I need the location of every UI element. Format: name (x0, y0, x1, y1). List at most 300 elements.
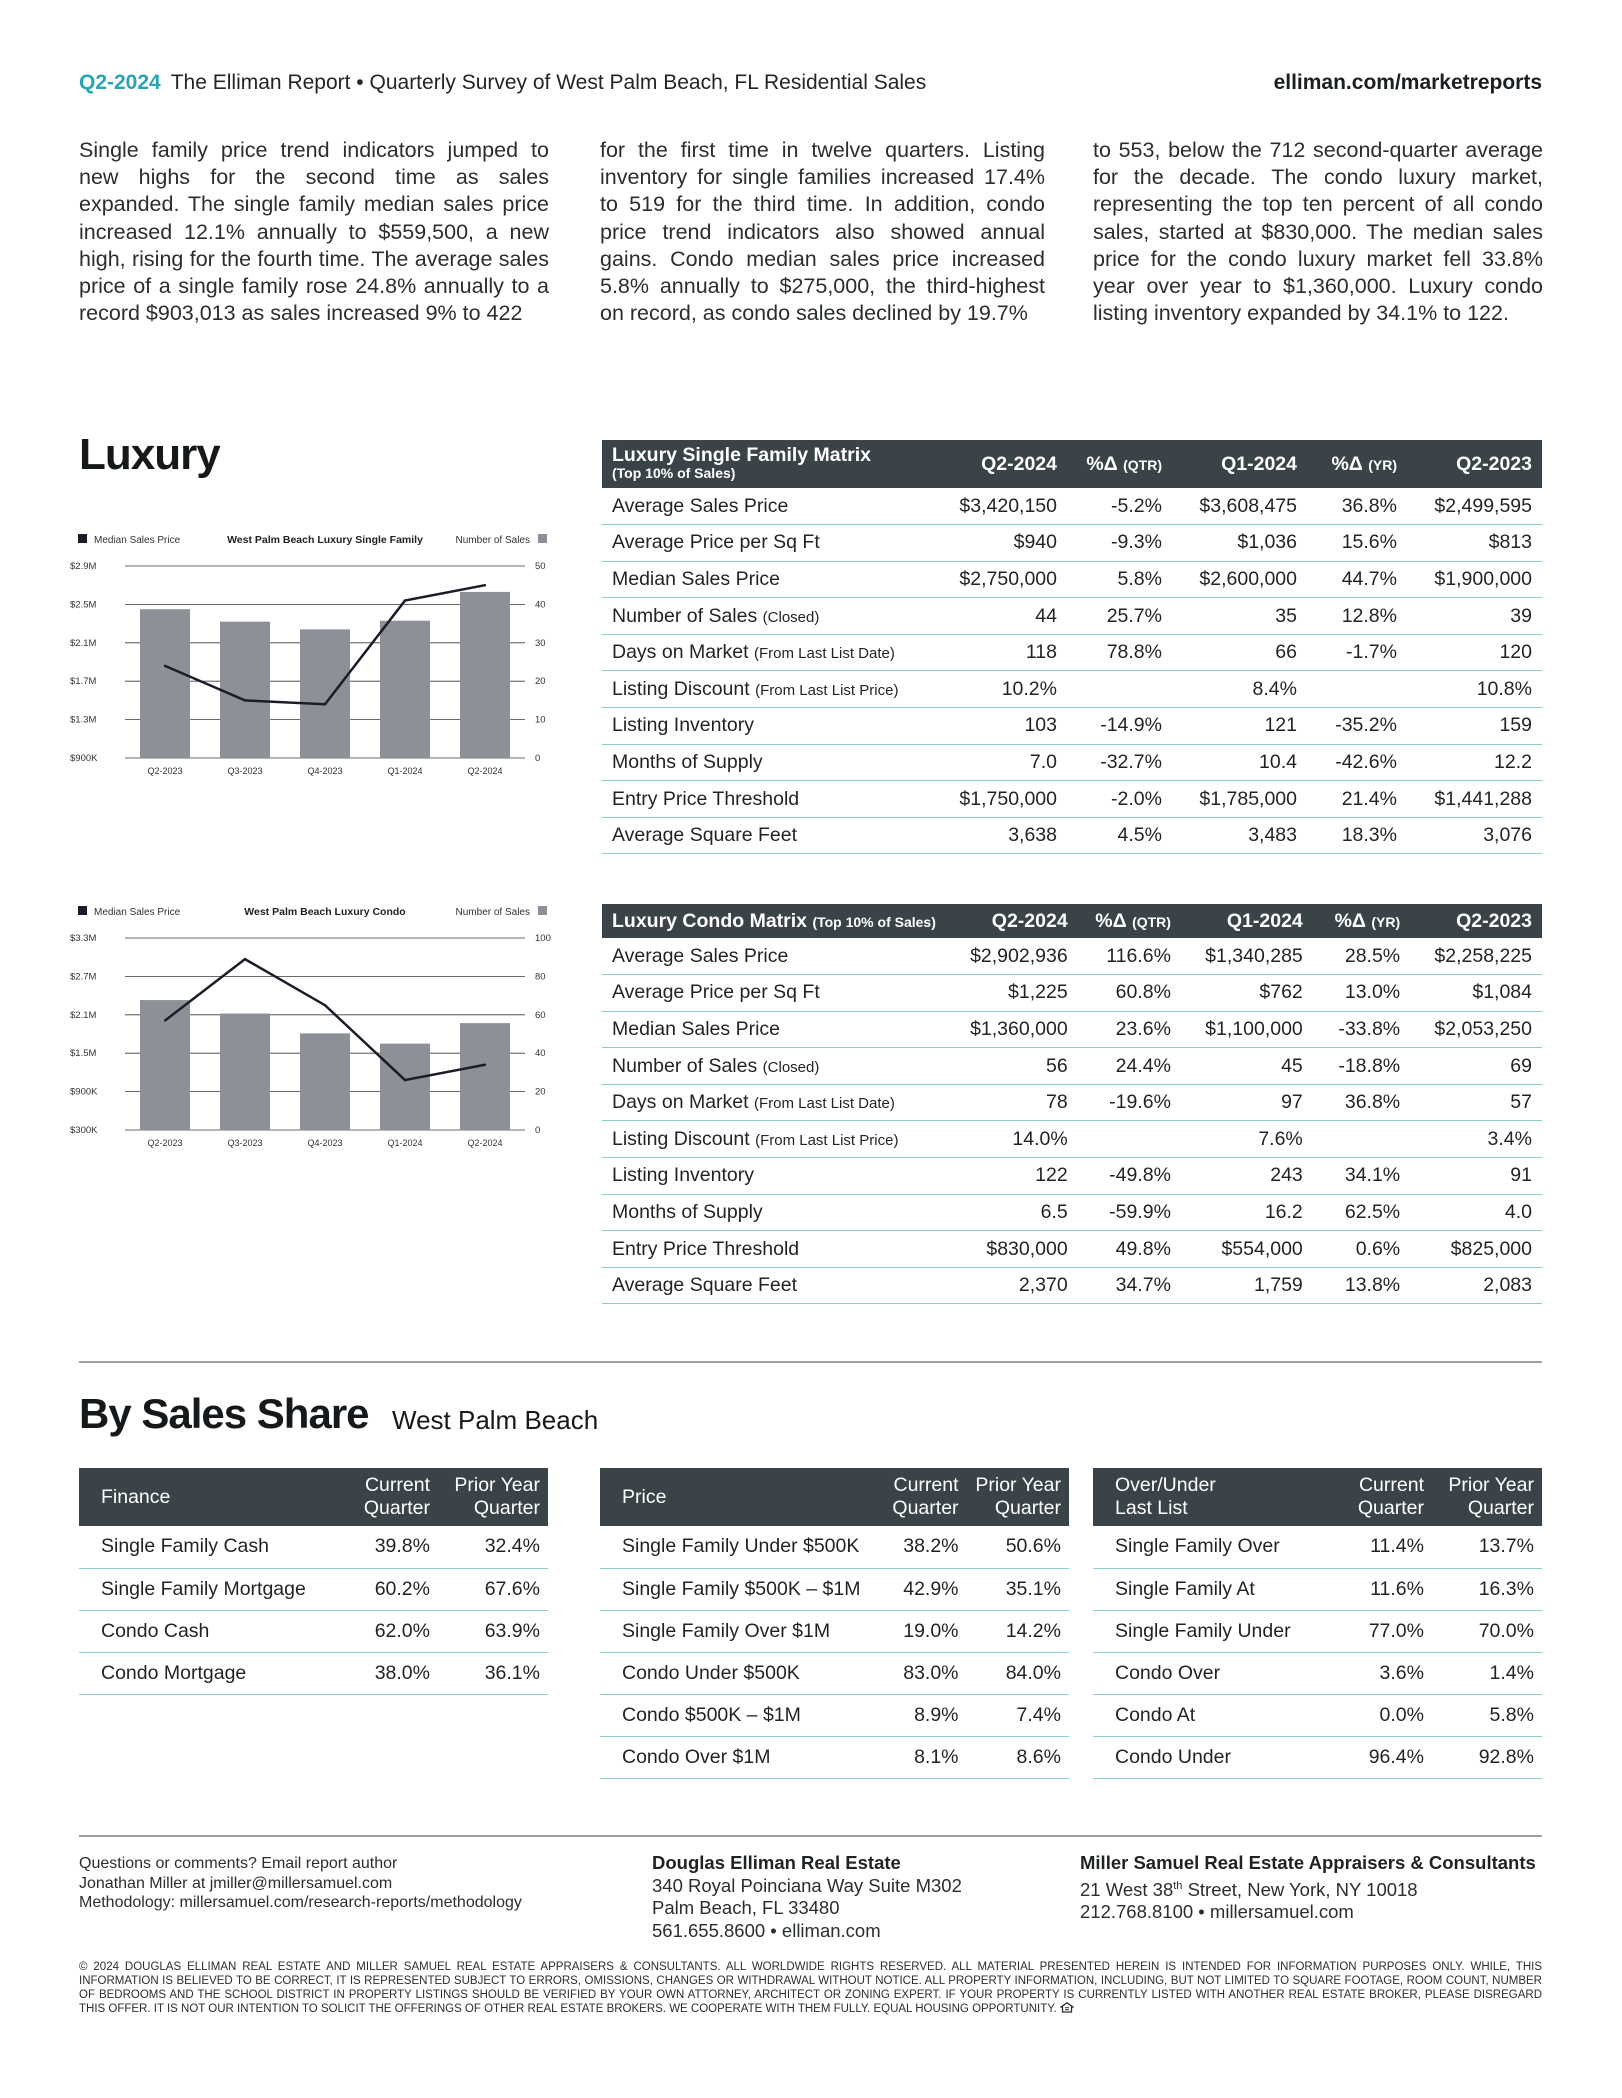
chart-luxury-condo-svg (70, 896, 560, 1166)
col-q2-2024: Q2-2024 (981, 452, 1057, 475)
sales-point-q3-2023 (244, 699, 246, 701)
right-axis-tick: 40 (535, 1048, 546, 1060)
matrix-row-entry-price-threshold (602, 1231, 1542, 1268)
ms-address: 21 West 38th Street, New York, NY 10018 (1080, 1878, 1418, 1900)
value-pct-qtr: 4.5% (1067, 817, 1172, 854)
value-pct-yr (1313, 1121, 1410, 1158)
current-quarter-value: 38.2% (868, 1526, 966, 1568)
sales-point-q4-2023 (324, 1004, 326, 1006)
matrix-row-listing-discount (602, 671, 1542, 708)
legend-right-swatch (538, 906, 547, 915)
row-label: Entry Price Threshold (602, 1231, 946, 1268)
chart-title: West Palm Beach Luxury Condo (244, 906, 406, 918)
value-q1-2024: 97 (1181, 1084, 1313, 1121)
value-pct-yr: -35.2% (1307, 708, 1407, 745)
value-q2-2024: 6.5 (946, 1194, 1078, 1231)
matrix-row-days-on-market (602, 1084, 1542, 1121)
section-divider (79, 1361, 1542, 1363)
value-pct-qtr: 60.8% (1078, 975, 1181, 1012)
legend-left-swatch (78, 906, 87, 915)
luxury-condo-matrix (602, 904, 1542, 1304)
matrix-row-average-square-feet (602, 1267, 1542, 1304)
value-q1-2024: 1,759 (1181, 1267, 1313, 1304)
x-axis-label: Q3-2023 (227, 766, 263, 776)
current-quarter-value: 0.0% (1328, 1694, 1432, 1736)
value-pct-yr: -18.8% (1313, 1048, 1410, 1085)
row-label: Average Price per Sq Ft (602, 525, 932, 562)
value-q2-2024: $2,750,000 (932, 561, 1067, 598)
value-q2-2023: 120 (1407, 634, 1542, 671)
value-q2-2023: 10.8% (1407, 671, 1542, 708)
value-pct-qtr: -19.6% (1078, 1084, 1181, 1121)
value-q2-2023: 91 (1410, 1158, 1542, 1195)
current-quarter-value: 11.4% (1328, 1526, 1432, 1568)
intro-column-2: for the first time in twelve quarters. Listing inventory for single families increased 17.4% to 519 for the third time. In addition, condo price trend indicators also showed annual gains. Condo median sales price increased 5.8% annually to $275,000, the third-highest on record, as condo sales declined by 19.7% (600, 138, 1045, 326)
bar-q4-2023 (300, 1033, 350, 1130)
current-quarter-header: Current Quarter (892, 1474, 959, 1519)
matrix-row-average-sales-price (602, 938, 1542, 975)
value-q1-2024: $554,000 (1181, 1231, 1313, 1268)
left-axis-tick: $1.7M (70, 676, 97, 688)
value-q2-2024: 118 (932, 634, 1067, 671)
x-axis-label: Q3-2023 (227, 1138, 263, 1148)
prior-year-value: 63.9% (438, 1610, 548, 1652)
share-header-row (1093, 1468, 1542, 1526)
share-row-single-family-over-1m (600, 1610, 1069, 1652)
intro-column-3: to 553, below the 712 second-quarter average for the decade. The condo luxury market, representing the top ten percent of all condo sales, started at $830,000. The median sales price for the condo luxury market fell 33.8% year over year to $1,360,000. Luxury condo listing inventory expanded by 34.1% to 122. (1093, 138, 1543, 326)
ms-name: Miller Samuel Real Estate Appraisers & Consultants (1080, 1852, 1536, 1873)
ms-contact[interactable]: 212.768.8100 • millersamuel.com (1080, 1901, 1354, 1923)
finance-share-table (79, 1468, 548, 1695)
over-under-share-table (1093, 1468, 1542, 1779)
right-axis-tick: 30 (535, 637, 546, 649)
value-pct-qtr: 5.8% (1067, 561, 1172, 598)
value-q2-2023: $1,084 (1410, 975, 1542, 1012)
value-q2-2023: $1,441,288 (1407, 781, 1542, 818)
row-label: Single Family Mortgage (79, 1568, 334, 1610)
share-row-condo-at (1093, 1694, 1542, 1736)
left-axis-tick: $3.3M (70, 933, 97, 944)
value-q1-2024: $1,340,285 (1181, 938, 1313, 975)
row-label: Listing Inventory (602, 708, 932, 745)
chart-luxury-single-family-svg (70, 524, 560, 794)
current-quarter-value: 96.4% (1328, 1736, 1432, 1778)
row-label: Condo Under (1093, 1736, 1328, 1778)
right-axis-tick: 0 (535, 1125, 541, 1136)
prior-year-value: 8.6% (967, 1736, 1069, 1778)
value-q1-2024: $3,608,475 (1172, 488, 1307, 525)
report-url[interactable]: elliman.com/marketreports (1273, 71, 1542, 94)
value-pct-qtr: 49.8% (1078, 1231, 1181, 1268)
value-q2-2024: $3,420,150 (932, 488, 1067, 525)
value-q1-2024: $762 (1181, 975, 1313, 1012)
matrix-body (602, 488, 1542, 854)
value-q2-2023: 39 (1407, 598, 1542, 635)
current-quarter-value: 8.9% (868, 1694, 966, 1736)
row-label: Entry Price Threshold (602, 781, 932, 818)
value-q2-2024: $2,902,936 (946, 938, 1078, 975)
value-pct-yr: 36.8% (1307, 488, 1407, 525)
matrix-row-average-price-per-sq-ft (602, 975, 1542, 1012)
row-label: Listing Discount (From Last List Price) (602, 671, 932, 708)
footer-divider (79, 1835, 1542, 1837)
row-label: Condo At (1093, 1694, 1328, 1736)
bar-q4-2023 (300, 629, 350, 758)
chart-luxury-condo (70, 896, 560, 1166)
value-q1-2024: 7.6% (1181, 1121, 1313, 1158)
value-q2-2024: 10.2% (932, 671, 1067, 708)
value-pct-yr: 15.6% (1307, 525, 1407, 562)
share-row-condo-over-1m (600, 1736, 1069, 1778)
x-axis-label: Q4-2023 (307, 1138, 343, 1148)
value-pct-qtr: -32.7% (1067, 744, 1172, 781)
row-label: Single Family $500K – $1M (600, 1568, 868, 1610)
value-q2-2024: $1,750,000 (932, 781, 1067, 818)
share-row-condo-under (1093, 1736, 1542, 1778)
right-axis-tick: 100 (535, 933, 551, 944)
prior-year-value: 1.4% (1432, 1652, 1542, 1694)
legend-left-swatch (78, 534, 87, 543)
value-q1-2024: 8.4% (1172, 671, 1307, 708)
value-q1-2024: 66 (1172, 634, 1307, 671)
share-body (600, 1526, 1069, 1778)
left-axis-tick: $2.7M (70, 971, 97, 983)
row-label: Median Sales Price (602, 561, 932, 598)
bar-q3-2023 (220, 1014, 270, 1130)
value-pct-yr: 12.8% (1307, 598, 1407, 635)
matrix-row-median-sales-price (602, 561, 1542, 598)
share-header-row (600, 1468, 1069, 1526)
current-quarter-header: Current Quarter (1357, 1474, 1424, 1519)
row-label: Condo Over (1093, 1652, 1328, 1694)
row-label: Condo $500K – $1M (600, 1694, 868, 1736)
row-label: Single Family At (1093, 1568, 1328, 1610)
value-q1-2024: 3,483 (1172, 817, 1307, 854)
sales-point-q1-2024 (404, 599, 406, 601)
prior-year-header: Prior Year Quarter (1448, 1474, 1534, 1519)
footer-douglas-elliman (652, 1852, 1072, 1942)
value-q1-2024: 45 (1181, 1048, 1313, 1085)
matrix-title: Luxury Single Family Matrix (612, 444, 871, 466)
value-q2-2024: 122 (946, 1158, 1078, 1195)
footer-methodology[interactable]: Methodology: millersamuel.com/research-reports/methodology (79, 1894, 522, 1911)
value-q2-2024: $940 (932, 525, 1067, 562)
left-axis-tick: $300K (70, 1125, 98, 1136)
value-q1-2024: 121 (1172, 708, 1307, 745)
col-q2-2023: Q2-2023 (1456, 909, 1532, 932)
value-q2-2023: $2,053,250 (1410, 1011, 1542, 1048)
value-pct-yr: 21.4% (1307, 781, 1407, 818)
prior-year-value: 92.8% (1432, 1736, 1542, 1778)
legal-disclaimer: © 2024 DOUGLAS ELLIMAN REAL ESTATE AND MILLER SAMUEL REAL ESTATE APPRAISERS & CONSULTANTS. ALL WORLDWIDE RIGHTS RESERVED. ALL MATERIAL PRESENTED HEREIN IS INTENDED FOR INFORMATION PURPOSES ONLY. WHILE, THIS INFORMATION IS BELIEVED TO BE CORRECT, IT IS REPRESENTED SUBJECT TO ERRORS, OMISSIONS, CHANGES OR WITHDRAWAL WITHOUT NOTICE. ALL PROPERTY INFORMATION, INCLUDING, BUT NOT LIMITED TO SQUARE FOOTAGE, ROOM COUNT, NUMBER OF BEDROOMS AND THE SCHOOL DISTRICT IN PROPERTY LISTINGS SHOULD BE VERIFIED BY YOUR OWN ATTORNEY, ARCHITECT OR ZONING EXPERT. IF YOUR PROPERTY IS CURRENTLY LISTED WITH ANOTHER REAL ESTATE BROKER, PLEASE DISREGARD THIS OFFER. IT IS NOT OUR INTENTION TO SOLICIT THE OFFERINGS OF OTHER REAL ESTATE BROKERS. WE COOPERATE WITH THEM FULLY. EQUAL HOUSING OPPORTUNITY. (79, 1961, 1542, 2015)
x-axis-label: Q2-2023 (147, 1138, 183, 1148)
matrix-row-number-of-sales (602, 1048, 1542, 1085)
current-quarter-value: 42.9% (868, 1568, 966, 1610)
current-quarter-value: 8.1% (868, 1736, 966, 1778)
matrix-row-number-of-sales (602, 598, 1542, 635)
prior-year-value: 7.4% (967, 1694, 1069, 1736)
current-quarter-value: 60.2% (334, 1568, 438, 1610)
report-title: The Elliman Report • Quarterly Survey of West Palm Beach, FL Residential Sales (170, 71, 927, 94)
value-pct-qtr: 116.6% (1078, 938, 1181, 975)
prior-year-value: 5.8% (1432, 1694, 1542, 1736)
value-pct-qtr (1067, 671, 1172, 708)
row-label: Months of Supply (602, 1194, 946, 1231)
matrix-row-listing-inventory (602, 708, 1542, 745)
sales-point-q4-2023 (324, 703, 326, 705)
footer-contact-line-1: Questions or comments? Email report author (79, 1855, 398, 1872)
row-label: Months of Supply (602, 744, 932, 781)
value-pct-qtr: -49.8% (1078, 1158, 1181, 1195)
prior-year-value: 14.2% (967, 1610, 1069, 1652)
col-pct-yr: %Δ (YR) (1334, 909, 1401, 932)
value-q2-2024: 103 (932, 708, 1067, 745)
header-left (79, 71, 926, 95)
x-axis-label: Q2-2024 (467, 766, 503, 776)
over-under-header: Over/Under Last List (1115, 1474, 1216, 1519)
share-row-condo-over (1093, 1652, 1542, 1694)
chart-title: West Palm Beach Luxury Single Family (227, 534, 423, 546)
row-label: Average Price per Sq Ft (602, 975, 946, 1012)
share-row-single-family-mortgage (79, 1568, 548, 1610)
current-quarter-value: 3.6% (1328, 1652, 1432, 1694)
col-pct-qtr: %Δ (QTR) (1095, 909, 1171, 932)
de-contact[interactable]: 561.655.8600 • elliman.com (652, 1919, 881, 1941)
right-axis-tick: 50 (535, 561, 546, 572)
share-row-single-family-at (1093, 1568, 1542, 1610)
value-pct-yr (1307, 671, 1407, 708)
matrix-header-row (602, 440, 1542, 488)
footer-contact (79, 1854, 599, 1913)
value-q1-2024: 243 (1181, 1158, 1313, 1195)
share-row-condo-500k-1m (600, 1694, 1069, 1736)
share-body (79, 1526, 548, 1694)
row-label: Days on Market (From Last List Date) (602, 1084, 946, 1121)
right-axis-tick: 20 (535, 1086, 546, 1098)
bar-q2-2024 (460, 1023, 510, 1130)
share-row-condo-mortgage (79, 1652, 548, 1694)
value-q2-2023: 4.0 (1410, 1194, 1542, 1231)
col-q2-2023: Q2-2023 (1456, 452, 1532, 475)
finance-header: Finance (101, 1485, 171, 1508)
value-q1-2024: $2,600,000 (1172, 561, 1307, 598)
value-pct-yr: 18.3% (1307, 817, 1407, 854)
value-q2-2024: 14.0% (946, 1121, 1078, 1158)
value-pct-qtr: -14.9% (1067, 708, 1172, 745)
value-pct-qtr: 78.8% (1067, 634, 1172, 671)
value-pct-yr: 13.8% (1313, 1267, 1410, 1304)
sales-point-q2-2023 (164, 1019, 166, 1021)
value-q2-2023: 57 (1410, 1084, 1542, 1121)
row-label: Condo Over $1M (600, 1736, 868, 1778)
row-label: Single Family Cash (79, 1526, 334, 1568)
value-pct-qtr: 25.7% (1067, 598, 1172, 635)
value-q1-2024: 35 (1172, 598, 1307, 635)
matrix-row-listing-discount (602, 1121, 1542, 1158)
value-q1-2024: 10.4 (1172, 744, 1307, 781)
bar-q1-2024 (380, 1044, 430, 1130)
prior-year-value: 36.1% (438, 1652, 548, 1694)
current-quarter-value: 38.0% (334, 1652, 438, 1694)
left-axis-tick: $2.5M (70, 599, 97, 611)
share-row-condo-under-500k (600, 1652, 1069, 1694)
current-quarter-header: Current Quarter (363, 1474, 430, 1519)
prior-year-value: 35.1% (967, 1568, 1069, 1610)
value-q2-2024: 56 (946, 1048, 1078, 1085)
value-q2-2024: $830,000 (946, 1231, 1078, 1268)
current-quarter-value: 19.0% (868, 1610, 966, 1652)
value-q2-2024: $1,225 (946, 975, 1078, 1012)
right-axis-tick: 60 (535, 1009, 546, 1021)
matrix-body (602, 938, 1542, 1304)
value-pct-yr: 13.0% (1313, 975, 1410, 1012)
legend-left-label: Median Sales Price (94, 535, 181, 546)
matrix-header-row (602, 904, 1542, 938)
value-pct-yr: 44.7% (1307, 561, 1407, 598)
sales-point-q2-2024 (484, 1064, 486, 1066)
value-q2-2023: 2,083 (1410, 1267, 1542, 1304)
luxury-single-family-matrix (602, 440, 1542, 854)
value-q2-2023: 159 (1407, 708, 1542, 745)
value-q2-2023: 12.2 (1407, 744, 1542, 781)
share-row-single-family-under (1093, 1610, 1542, 1652)
share-row-single-family-over (1093, 1526, 1542, 1568)
report-quarter: Q2-2024 (79, 71, 161, 94)
matrix-row-average-price-per-sq-ft (602, 525, 1542, 562)
value-q2-2024: 44 (932, 598, 1067, 635)
row-label: Condo Under $500K (600, 1652, 868, 1694)
de-address-2: Palm Beach, FL 33480 (652, 1897, 840, 1918)
left-axis-tick: $1.3M (70, 714, 97, 726)
sales-point-q1-2024 (404, 1079, 406, 1081)
value-pct-yr: -33.8% (1313, 1011, 1410, 1048)
row-label: Condo Mortgage (79, 1652, 334, 1694)
prior-year-value: 32.4% (438, 1526, 548, 1568)
matrix-title-cell (602, 440, 932, 488)
row-label: Single Family Over $1M (600, 1610, 868, 1652)
prior-year-header: Prior Year Quarter (454, 1474, 540, 1519)
sales-point-q2-2024 (484, 584, 486, 586)
value-pct-yr: 28.5% (1313, 938, 1410, 975)
value-pct-yr: -1.7% (1307, 634, 1407, 671)
value-q2-2024: 3,638 (932, 817, 1067, 854)
value-pct-qtr: -9.3% (1067, 525, 1172, 562)
matrix-row-months-of-supply (602, 744, 1542, 781)
matrix-row-months-of-supply (602, 1194, 1542, 1231)
x-axis-label: Q1-2024 (387, 766, 423, 776)
value-q1-2024: $1,785,000 (1172, 781, 1307, 818)
value-q1-2024: $1,036 (1172, 525, 1307, 562)
value-q2-2023: $1,900,000 (1407, 561, 1542, 598)
value-q1-2024: $1,100,000 (1181, 1011, 1313, 1048)
prior-year-header: Prior Year Quarter (975, 1474, 1061, 1519)
sales-share-title: By Sales Share (79, 1390, 369, 1437)
report-header (79, 68, 1542, 98)
share-row-single-family-500k-1m (600, 1568, 1069, 1610)
value-pct-qtr: -2.0% (1067, 781, 1172, 818)
legend-right-label: Number of Sales (455, 535, 530, 546)
value-q2-2024: $1,360,000 (946, 1011, 1078, 1048)
share-body (1093, 1526, 1542, 1778)
col-q1-2024: Q1-2024 (1226, 909, 1303, 932)
value-pct-qtr: -59.9% (1078, 1194, 1181, 1231)
left-axis-tick: $900K (70, 1086, 98, 1098)
left-axis-tick: $1.5M (70, 1048, 97, 1060)
col-q1-2024: Q1-2024 (1221, 452, 1297, 475)
value-pct-qtr: 23.6% (1078, 1011, 1181, 1048)
value-q2-2024: 2,370 (946, 1267, 1078, 1304)
x-axis-label: Q4-2023 (307, 766, 343, 776)
row-label: Single Family Under $500K (600, 1526, 868, 1568)
prior-year-value: 84.0% (967, 1652, 1069, 1694)
bar-q3-2023 (220, 622, 270, 758)
x-axis-label: Q2-2024 (467, 1138, 503, 1148)
matrix-subtitle: (Top 10% of Sales) (612, 465, 736, 481)
left-axis-tick: $2.1M (70, 1009, 97, 1021)
col-pct-qtr: %Δ (QTR) (1086, 452, 1162, 475)
value-q2-2023: $2,499,595 (1407, 488, 1542, 525)
value-pct-yr: 0.6% (1313, 1231, 1410, 1268)
footer-contact-line-2[interactable]: Jonathan Miller at jmiller@millersamuel.com (79, 1874, 393, 1892)
current-quarter-value: 77.0% (1328, 1610, 1432, 1652)
row-label: Listing Discount (From Last List Price) (602, 1121, 946, 1158)
value-q2-2023: $2,258,225 (1410, 938, 1542, 975)
row-label: Average Sales Price (602, 938, 946, 975)
row-label: Listing Inventory (602, 1158, 946, 1195)
matrix-subtitle: (Top 10% of Sales) (812, 913, 936, 930)
matrix-row-entry-price-threshold (602, 781, 1542, 818)
legend-right-swatch (538, 534, 547, 543)
value-pct-yr: 36.8% (1313, 1084, 1410, 1121)
sales-point-q2-2023 (164, 665, 166, 667)
value-pct-qtr (1078, 1121, 1181, 1158)
value-q2-2023: $825,000 (1410, 1231, 1542, 1268)
prior-year-value: 70.0% (1432, 1610, 1542, 1652)
share-row-single-family-under-500k (600, 1526, 1069, 1568)
right-axis-tick: 0 (535, 753, 541, 764)
left-axis-tick: $2.1M (70, 637, 97, 649)
value-pct-qtr: -5.2% (1067, 488, 1172, 525)
de-address-1: 340 Royal Poinciana Way Suite M302 (652, 1874, 962, 1896)
price-share-table (600, 1468, 1069, 1779)
prior-year-value: 50.6% (967, 1526, 1069, 1568)
matrix-title-cell (602, 904, 946, 938)
left-axis-tick: $2.9M (70, 561, 97, 572)
value-pct-qtr: 24.4% (1078, 1048, 1181, 1085)
footer-miller-samuel (1080, 1852, 1542, 1924)
prior-year-value: 67.6% (438, 1568, 548, 1610)
share-row-single-family-cash (79, 1526, 548, 1568)
right-axis-tick: 20 (535, 676, 546, 688)
legend-right-label: Number of Sales (455, 907, 530, 918)
row-label: Number of Sales (Closed) (602, 598, 932, 635)
value-q2-2023: 69 (1410, 1048, 1542, 1085)
value-q2-2023: 3.4% (1410, 1121, 1542, 1158)
value-pct-yr: -42.6% (1307, 744, 1407, 781)
bar-q1-2024 (380, 621, 430, 758)
intro-column-1: Single family price trend indicators jumped to new highs for the second time as sales expanded. The single family median sales price increased 12.1% annually to $559,500, a new high, rising for the fourth time. The average sales price of a single family rose 24.8% annually to a record $903,013 as sales increased 9% to 422 (79, 138, 549, 326)
chart-luxury-single-family (70, 524, 560, 794)
value-pct-yr: 62.5% (1313, 1194, 1410, 1231)
equal-housing-icon (1060, 2002, 1074, 2013)
col-q2-2024: Q2-2024 (991, 909, 1068, 932)
share-row-condo-cash (79, 1610, 548, 1652)
matrix-row-average-sales-price (602, 488, 1542, 525)
row-label: Average Sales Price (602, 488, 932, 525)
x-axis-label: Q2-2023 (147, 766, 183, 776)
value-q2-2024: 7.0 (932, 744, 1067, 781)
prior-year-value: 13.7% (1432, 1526, 1542, 1568)
